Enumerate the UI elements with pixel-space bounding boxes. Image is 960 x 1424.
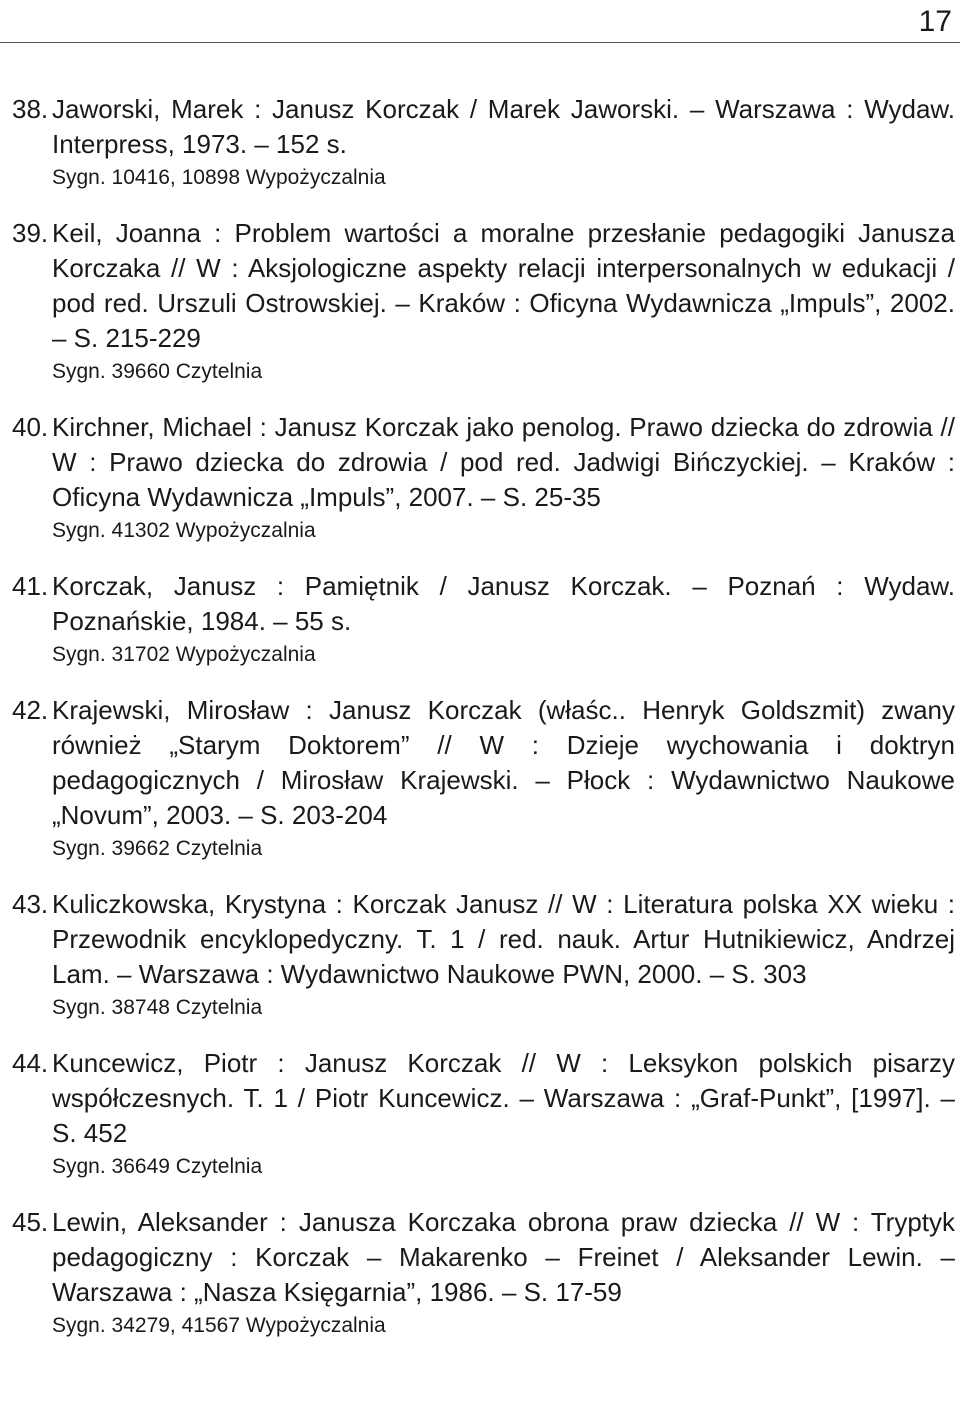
- page-number: 17: [918, 5, 952, 38]
- entry-number: 38.: [12, 94, 49, 124]
- entry-number: 39.: [12, 218, 49, 248]
- entry-number: 40.: [12, 412, 49, 442]
- entry-citation: Jaworski, Marek : Janusz Korczak / Marek Jaworski. – Warszawa : Wydaw. Interpress, 1973. – 152 s.: [52, 94, 955, 159]
- entry-number: 43.: [12, 889, 49, 919]
- bibliography-entry: [12, 1205, 955, 1342]
- header-rule: [0, 42, 960, 43]
- entry-signature: Sygn. 34279, 41567 Wypożyczalnia: [52, 1314, 386, 1337]
- entry-signature: Sygn. 38748 Czytelnia: [52, 996, 263, 1019]
- entry-citation: Kirchner, Michael : Janusz Korczak jako penolog. Prawo dziecka do zdrowia // W : Prawo dziecka do zdrowia / pod red. Jadwigi Bińczyckiej. – Kraków : Oficyna Wydawnicza „Impuls”, 2007. – S. 25-35: [52, 412, 955, 512]
- bibliography-entry: [12, 887, 955, 1024]
- entry-signature: Sygn. 31702 Wypożyczalnia: [52, 643, 316, 666]
- entry-signature: Sygn. 39662 Czytelnia: [52, 837, 263, 860]
- entry-signature: Sygn. 36649 Czytelnia: [52, 1155, 263, 1178]
- entry-citation: Keil, Joanna : Problem wartości a moralne przesłanie pedagogiki Janusza Korczaka // W : Aksjologiczne aspekty relacji interpersonalnych w edukacji / pod red. Urszuli Ostrowskiej. – Kraków : Oficyna Wydawnicza „Impuls”, 2002. – S. 215-229: [52, 218, 955, 353]
- entry-number: 42.: [12, 695, 49, 725]
- entry-citation: Krajewski, Mirosław : Janusz Korczak (właśc.. Henryk Goldszmit) zwany również „Starym Doktorem” // W : Dzieje wychowania i doktryn pedagogicznych / Mirosław Krajewski. – Płock : Wydawnictwo Naukowe „Novum”, 2003. – S. 203-204: [52, 695, 955, 830]
- entry-citation: Kuliczkowska, Krystyna : Korczak Janusz // W : Literatura polska XX wieku : Przewodnik encyklopedyczny. T. 1 / red. nauk. Artur Hutnikiewicz, Andrzej Lam. – Warszawa : Wydawnictwo Naukowe PWN, 2000. – S. 303: [52, 889, 955, 989]
- bibliography-list: [12, 92, 955, 1364]
- entry-citation: Korczak, Janusz : Pamiętnik / Janusz Korczak. – Poznań : Wydaw. Poznańskie, 1984. – 55 s.: [52, 571, 955, 636]
- entry-number: 45.: [12, 1207, 49, 1237]
- bibliography-entry: [12, 410, 955, 547]
- entry-number: 44.: [12, 1048, 49, 1078]
- bibliography-entry: [12, 693, 955, 865]
- entry-signature: Sygn. 39660 Czytelnia: [52, 360, 263, 383]
- entry-number: 41.: [12, 571, 49, 601]
- bibliography-entry: [12, 1046, 955, 1183]
- entry-citation: Kuncewicz, Piotr : Janusz Korczak // W : Leksykon polskich pisarzy współczesnych. T. 1 / Piotr Kuncewicz. – Warszawa : „Graf-Punkt”, [1997]. – S. 452: [52, 1048, 955, 1148]
- entry-citation: Lewin, Aleksander : Janusza Korczaka obrona praw dziecka // W : Tryptyk pedagogiczny : Korczak – Makarenko – Freinet / Aleksander Lewin. – Warszawa : „Nasza Księgarnia”, 1986. – S. 17-59: [52, 1207, 955, 1307]
- bibliography-entry: [12, 569, 955, 671]
- bibliography-entry: [12, 92, 955, 194]
- entry-signature: Sygn. 10416, 10898 Wypożyczalnia: [52, 166, 386, 189]
- entry-signature: Sygn. 41302 Wypożyczalnia: [52, 519, 316, 542]
- bibliography-entry: [12, 216, 955, 388]
